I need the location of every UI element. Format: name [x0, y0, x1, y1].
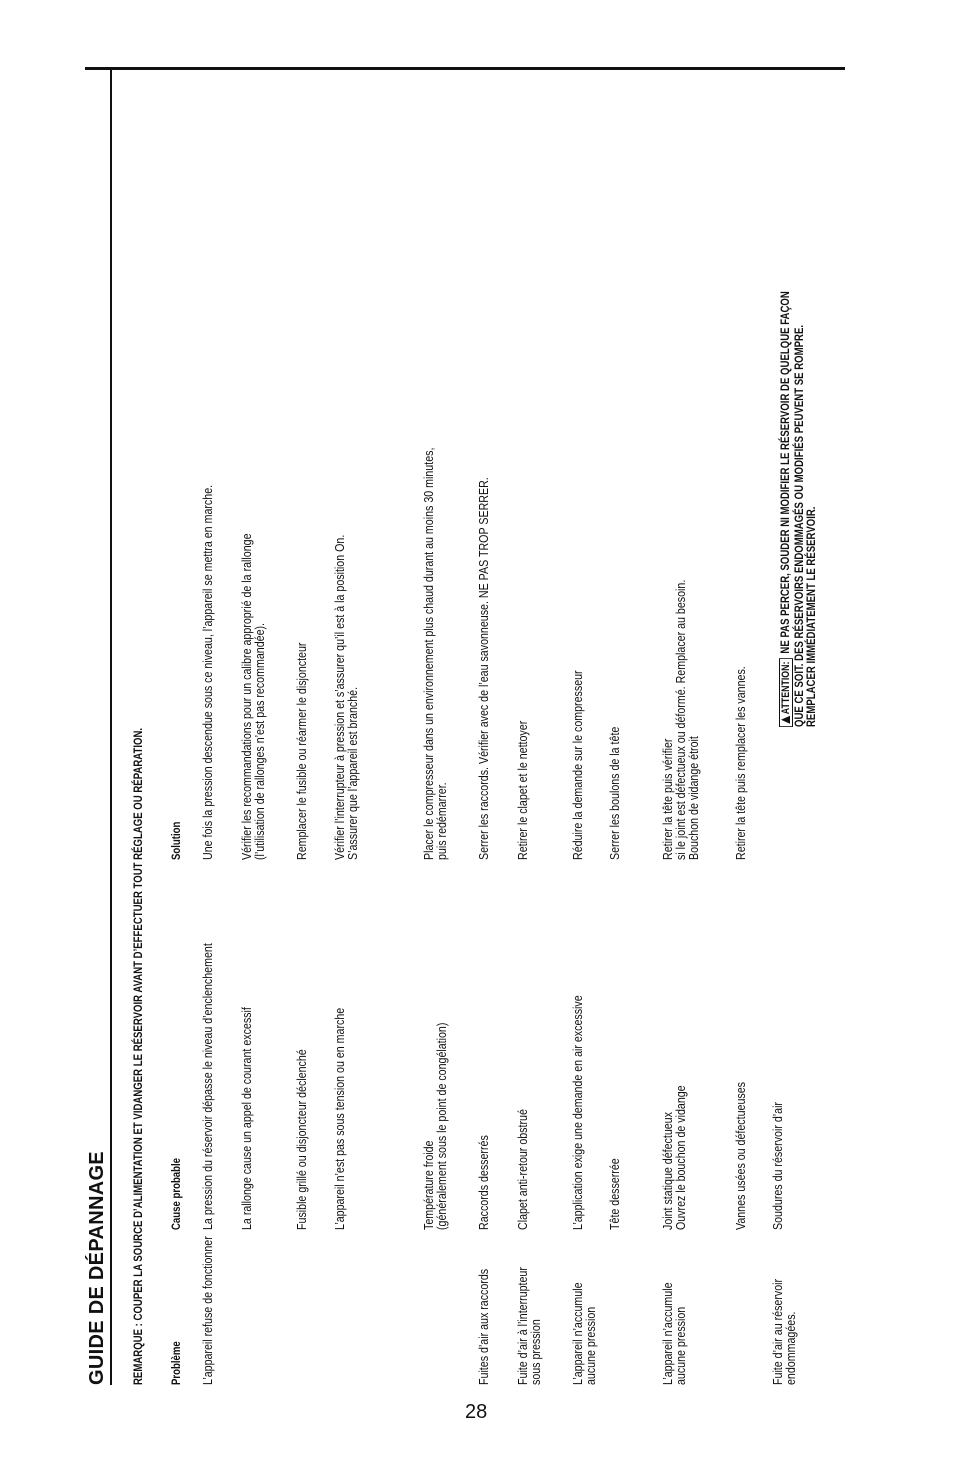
cell-solution [571, 670, 584, 860]
cause-line: Ouvrez le bouchon de vidange [673, 1085, 688, 1230]
cause-line: L’application exige une demande en air excessive [570, 995, 585, 1230]
solution-line: Placer le compresseur dans un environnement plus chaud durant au moins 30 minutes, [421, 447, 436, 860]
problem-line: endommagées. [783, 1311, 798, 1385]
cell-cause [734, 1082, 747, 1230]
solution-line: Retirer la tête puis remplacer les vannes. [733, 666, 748, 860]
cause-line: Clapet anti-retour obstrué [515, 1109, 530, 1230]
solution-line: Vérifier les recommandations pour un calibre approprié de la rallonge [239, 533, 254, 860]
warning-badge [779, 658, 793, 727]
solution-line: Réduire la demande sur le compresseur [570, 670, 585, 860]
cell-solution [422, 448, 448, 860]
cell-cause [295, 1049, 308, 1230]
cause-line: L’appareil n’est pas sous tension ou en marche [332, 1007, 347, 1230]
cell-problem [516, 1267, 542, 1385]
problem-line: aucune pression [583, 1306, 598, 1385]
header-solution: Solution [169, 821, 183, 860]
warning-badge-label: ATTENTION: [780, 661, 792, 715]
solution-line: Bouchon de vidange étroit [686, 736, 701, 860]
cause-line: Raccords desserrés [476, 1135, 491, 1230]
cause-line: La pression du réservoir dépasse le niveau d’enclenchement [200, 943, 215, 1230]
warning-block [779, 291, 817, 727]
cause-line: (généralement sous le point de congélation) [434, 1022, 449, 1230]
problem-line: L’appareil n’accumule [570, 1282, 585, 1385]
title-rule [110, 67, 112, 1385]
solution-line: Retirer la tête puis vérifier [660, 738, 675, 860]
cell-solution [295, 643, 308, 860]
warning-line: QUE CE SOIT. DES RÉSERVOIRS ENDOMMAGÉS OU MODIFIÉS PEUVENT SE ROMPRE. [792, 324, 806, 727]
cell-cause [661, 1085, 687, 1230]
cell-solution [516, 721, 529, 860]
cell-solution [661, 580, 700, 860]
solution-line: puis redémarrer. [434, 782, 449, 860]
cell-cause [571, 995, 584, 1230]
problem-line: Fuites d’air aux raccords [476, 1268, 491, 1385]
solution-line: (l’utilisation de rallonges n’est pas recommandée). [252, 622, 267, 860]
problem-line: Fuite d’air à l’interrupteur [515, 1267, 530, 1385]
cell-cause [771, 1102, 784, 1230]
problem-line: L’appareil refuse de fonctionner [200, 1236, 215, 1385]
problem-line: L’appareil n’accumule [660, 1282, 675, 1385]
cell-cause [608, 1158, 621, 1230]
page-number: 28 [465, 1401, 488, 1423]
solution-line: Une fois la pression descendue sous ce niveau, l’appareil se mettra en marche. [200, 484, 215, 860]
solution-line: Retirer le clapet et le nettoyer [515, 720, 530, 860]
cause-line: Tête desserrée [607, 1158, 622, 1230]
cell-problem [477, 1269, 490, 1385]
cell-problem [571, 1282, 597, 1385]
header-problem: Problème [169, 1341, 183, 1385]
safety-note: REMARQUE : COUPER LA SOURCE D’ALIMENTATION ET VIDANGER LE RÉSERVOIR AVANT D’EFFECTUER TOUT RÉGLAGE OU RÉPARATION. [131, 727, 145, 1385]
cell-cause [333, 1008, 346, 1230]
solution-line: Remplacer le fusible ou réarmer le disjoncteur [294, 642, 309, 860]
cell-solution [734, 666, 747, 860]
solution-line: si le joint est défectueux ou déformé. Remplacer au besoin. [673, 579, 688, 860]
solution-line: S’assurer que l’appareil est branché. [345, 686, 360, 860]
cause-line: Température froide [421, 1140, 436, 1230]
solution-line: Serrer les boulons de la tête [607, 726, 622, 860]
warning-triangle-icon [781, 716, 790, 724]
cell-solution [333, 535, 359, 860]
solution-line: Serrer les raccords. Vérifier avec de l’eau savonneuse. NE PAS TROP SERRER. [476, 477, 491, 860]
page-title: GUIDE DE DÉPANNAGE [86, 1151, 108, 1385]
header-cause: Cause probable [169, 1157, 183, 1230]
cell-cause [516, 1109, 529, 1230]
cause-line: Fusible grillé ou disjoncteur déclenché [294, 1049, 309, 1230]
cell-solution [201, 485, 214, 860]
cell-cause [422, 1023, 448, 1230]
cell-problem [661, 1282, 687, 1385]
cell-problem [771, 1279, 797, 1385]
problem-line: aucune pression [673, 1306, 688, 1385]
warning-line: NE PAS PERCER, SOUDER NI MODIFIER LE RÉSERVOIR DE QUELQUE FAÇON [778, 291, 792, 654]
cell-cause [477, 1135, 490, 1230]
cell-solution [240, 533, 266, 860]
cell-solution [477, 477, 490, 860]
cause-line: Soudures du réservoir d’air [770, 1102, 785, 1230]
cause-line: Vannes usées ou défectueuses [733, 1082, 748, 1230]
cause-line: La rallonge cause un appel de courant excessif [239, 1007, 254, 1230]
rotated-page [85, 60, 954, 1385]
problem-line: Fuite d’air au réservoir [770, 1278, 785, 1385]
cell-solution [608, 727, 621, 860]
solution-line: Vérifier l’interrupteur à pression et s’assurer qu’il est à la position On. [332, 534, 347, 860]
cell-problem [201, 1236, 214, 1385]
cause-line: Joint statique défectueux [660, 1112, 675, 1230]
cell-cause [240, 1007, 253, 1230]
problem-line: sous pression [528, 1319, 543, 1385]
top-rule [85, 67, 845, 70]
warning-line: REMPLACER IMMÉDIATEMENT LE RÉSERVOIR. [804, 506, 818, 727]
cell-cause [201, 943, 214, 1230]
